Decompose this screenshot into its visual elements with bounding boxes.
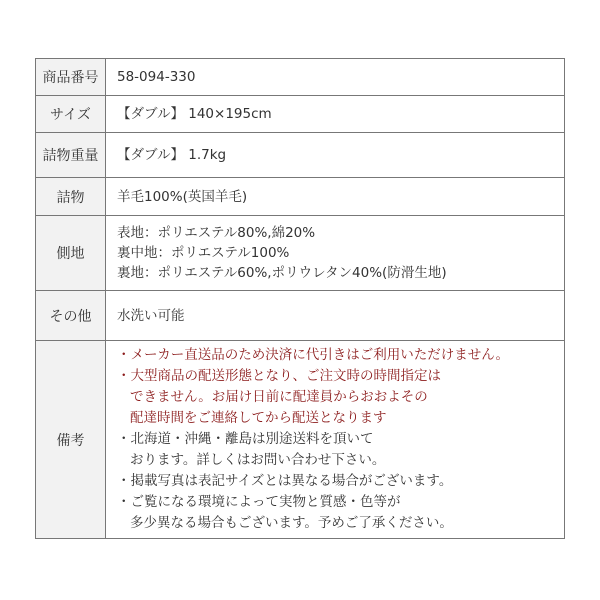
- spec-row-notes: [36, 341, 565, 539]
- filling-value: 羊毛100%(英国羊毛): [106, 178, 565, 216]
- spec-row-product-number: [36, 59, 565, 96]
- fabric-line: 表地：ポリエステル80%,綿20%: [117, 225, 316, 241]
- fabric-line: 裏中地：ポリエステル100%: [117, 245, 290, 261]
- row-label: 商品番号: [36, 59, 106, 96]
- size-value: 【ダブル】 140×195cm: [106, 96, 565, 133]
- spec-row-other: [36, 291, 565, 341]
- product-spec-table: [35, 58, 565, 539]
- spec-row-filling-weight: [36, 133, 565, 178]
- note-line: おります。詳しくはお問い合わせ下さい。: [130, 452, 386, 468]
- fabric-line: 裏地：ポリエステル60%,ポリウレタン40%(防滑生地): [117, 265, 447, 281]
- spec-row-fabric: [36, 216, 565, 291]
- note-line: 多少異なる場合もございます。予めご了承ください。: [130, 515, 453, 531]
- note-line: できません。お届け日前に配達員からおおよその: [130, 389, 428, 405]
- spec-row-filling: [36, 178, 565, 216]
- row-label: 側地: [36, 216, 106, 291]
- product-number-value: 58-094-330: [106, 59, 565, 96]
- note-line: ・掲載写真は表記サイズとは異なる場合がございます。: [117, 473, 453, 489]
- notes-value: [106, 341, 565, 539]
- note-line: 配達時間をご連絡してから配送となります: [130, 410, 387, 426]
- row-label: 詰物重量: [36, 133, 106, 178]
- note-line: ・ご覧になる環境によって実物と質感・色等が: [117, 494, 401, 510]
- row-label: サイズ: [36, 96, 106, 133]
- row-label: その他: [36, 291, 106, 341]
- spec-row-size: [36, 96, 565, 133]
- fabric-value: [106, 216, 565, 291]
- other-value: 水洗い可能: [106, 291, 565, 341]
- filling-weight-value: 【ダブル】 1.7kg: [106, 133, 565, 178]
- note-line: ・メーカー直送品のため決済に代引きはご利用いただけません。: [117, 347, 510, 363]
- row-label: 詰物: [36, 178, 106, 216]
- row-label: 備考: [36, 341, 106, 539]
- note-line: ・大型商品の配送形態となり、ご注文時の時間指定は: [117, 368, 441, 384]
- note-line: ・北海道・沖縄・離島は別途送料を頂いて: [117, 431, 374, 447]
